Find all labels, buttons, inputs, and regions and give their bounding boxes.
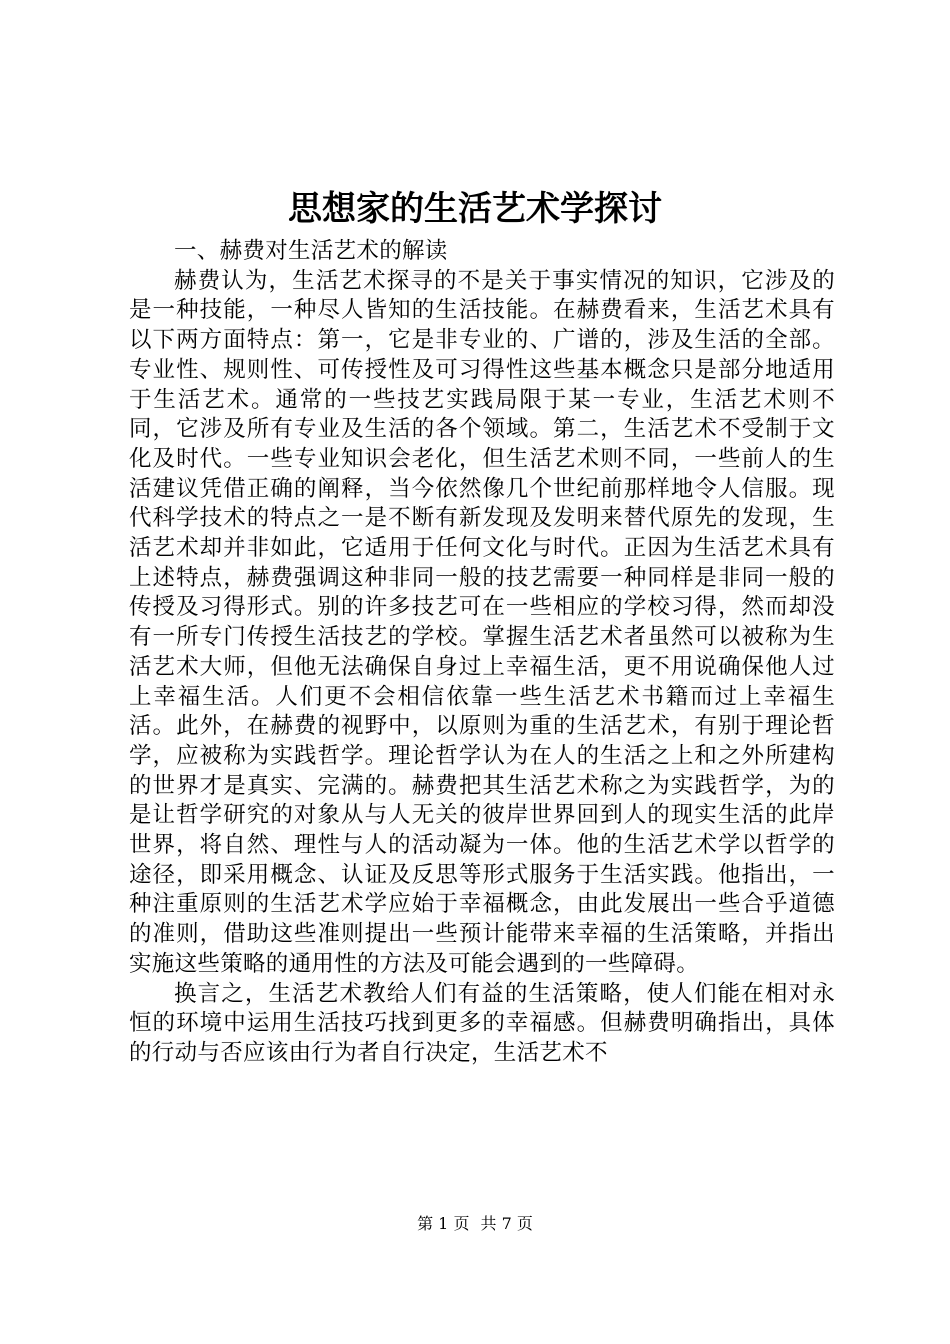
paragraph-1: 赫费认为，生活艺术探寻的不是关于事实情况的知识，它涉及的是一种技能，一种尽人皆知的生活技能。在赫费看来，生活艺术具有以下两方面特点：第一，它是非专业的、广谱的，涉及生活的全部。专业性、规则性、可传授性及可习得性这些基本概念只是部分地适用于生活艺术。通常的一些技艺实践局限于某一专业，生活艺术则不同，它涉及所有专业及生活的各个领域。第二，生活艺术不受制于文化及时代。一些专业知识会老化，但生活艺术则不同，一些前人的生活建议凭借正确的阐释，当今依然像几个世纪前那样地令人信服。现代科学技术的特点之一是不断有新发现及发明来替代原先的发现，生活艺术却并非如此，它适用于任何文化与时代。正因为生活艺术具有上述特点，赫费强调这种非同一般的技艺需要一种同样是非同一般的传授及习得形式。别的许多技艺可在一些相应的学校习得，然而却没有一所专门传授生活技艺的学校。掌握生活艺术者虽然可以被称为生活艺术大师，但他无法确保自身过上幸福生活，更不用说确保他人过上幸福生活。人们更不会相信依靠一些生活艺术书籍而过上幸福生活。此外，在赫费的视野中，以原则为重的生活艺术，有别于理论哲学，应被称为实践哲学。理论哲学认为在人的生活之上和之外所建构的世界才是真实、完满的。赫费把其生活艺术称之为实践哲学，为的是让哲学研究的对象从与人无关的彼岸世界回到人的现实生活的此岸世界，将自然、理性与人的活动凝为一体。他的生活艺术学以哲学的途径，即采用概念、认证及反思等形式服务于生活实践。他指出，一种注重原则的生活艺术学应始于幸福概念，由此发展出一些合乎道德的准则，借助这些准则提出一些预计能带来幸福的生活策略，并指出实施这些策略的通用性的方法及可能会遇到的一些障碍。 xyxy=(129,267,835,977)
document-body xyxy=(129,237,835,1069)
paragraph-2: 换言之，生活艺术教给人们有益的生活策略，使人们能在相对永恒的环境中运用生活技巧找到更多的幸福感。但赫费明确指出，具体的行动与否应该由行为者自行决定，生活艺术不 xyxy=(129,980,835,1066)
document-title: 思想家的生活艺术学探讨 xyxy=(288,189,662,229)
page-total: 共 7 页 xyxy=(480,1214,533,1233)
page-footer xyxy=(0,1212,950,1236)
page-number: 第 1 页 xyxy=(417,1214,470,1233)
section-heading: 一、赫费对生活艺术的解读 xyxy=(174,238,448,264)
